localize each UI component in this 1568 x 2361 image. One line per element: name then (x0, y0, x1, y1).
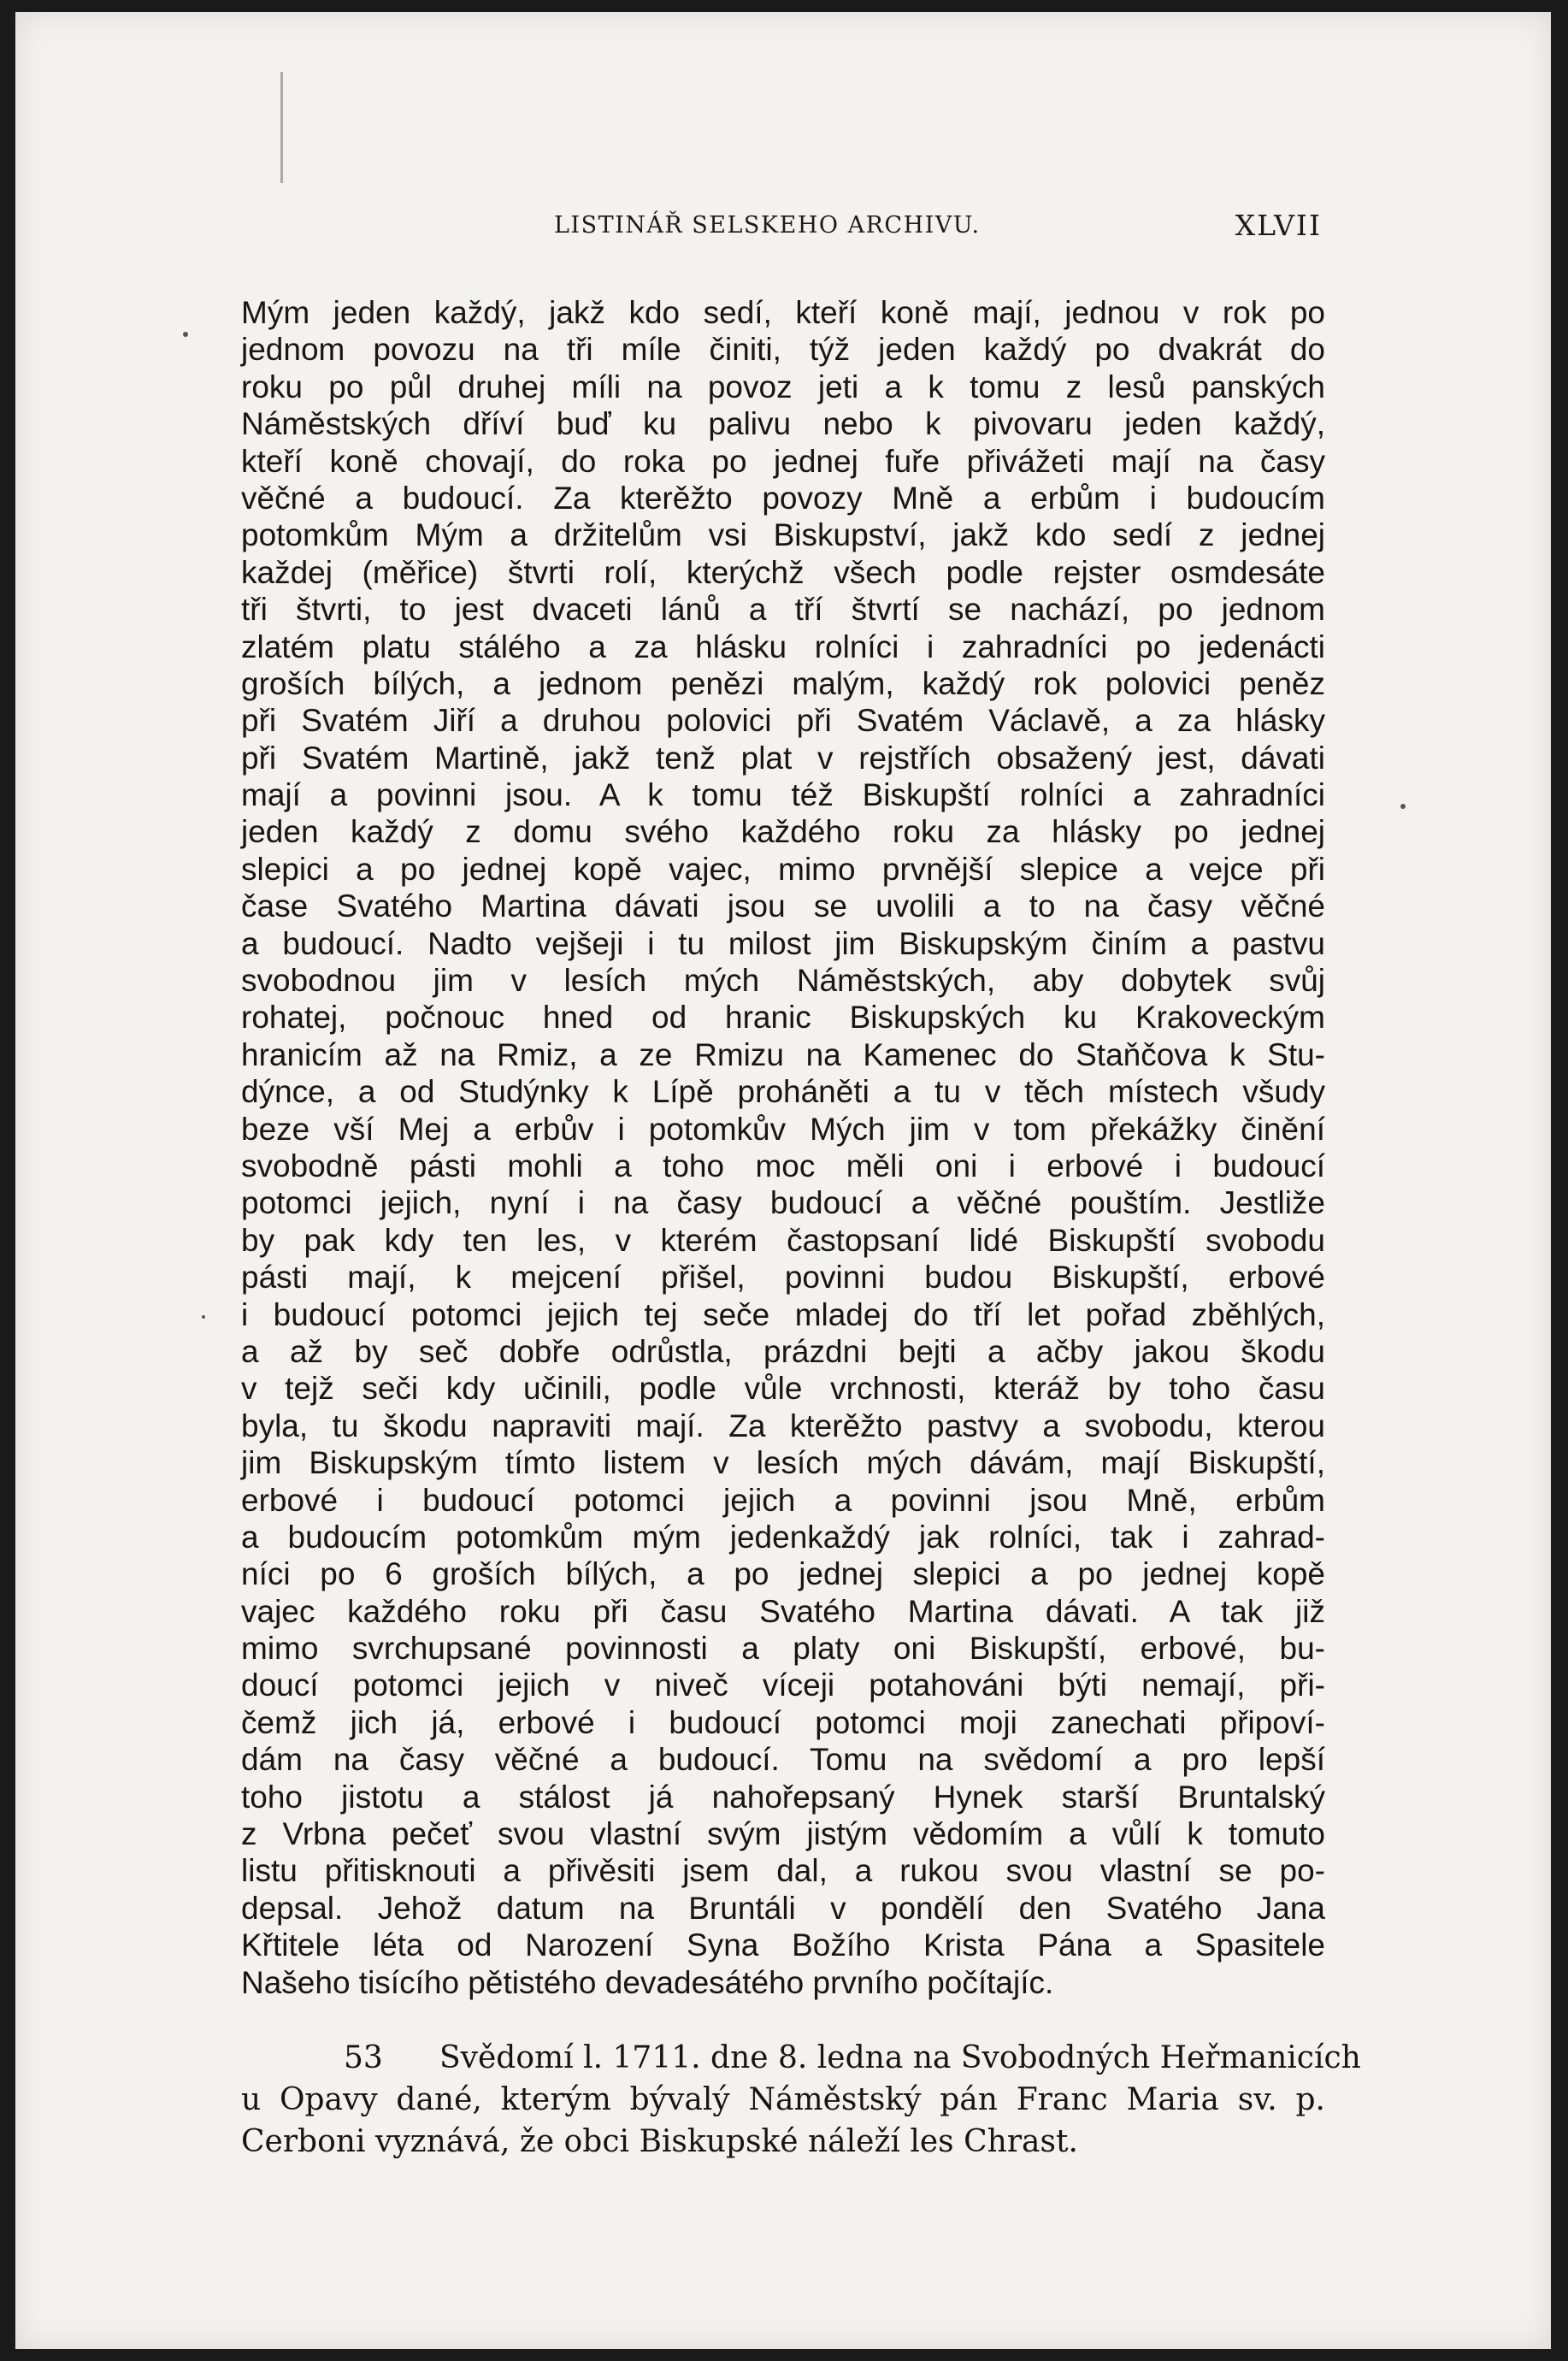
text-line: by pak kdy ten les, v kterém častopsaní lidé Biskupští svobodu (241, 1222, 1325, 1258)
page-number: XLVII (1235, 209, 1322, 242)
text-line: slepici a po jednej kopě vajec, mimo prvnější slepice a vejce při (241, 851, 1325, 887)
text-line: dýnce, a od Studýnky k Lípě proháněti a tu v těch místech všudy (241, 1074, 1325, 1110)
text-line: kteří koně chovají, do roka po jednej fuře přivážeti mají na časy (241, 443, 1325, 479)
text-line: zlatém platu stálého a za hlásku rolníci i zahradníci po jedenácti (241, 629, 1325, 664)
entry-line: Cerboni vyznává, že obci Biskupské náleží les Chrast. (241, 2124, 1078, 2159)
body-paragraph (241, 294, 1325, 2001)
entry-first-line (241, 2037, 1361, 2079)
text-line: jeden každý z domu svého každého roku za hlásky po jednej (241, 814, 1325, 850)
text-line: Mým jeden každý, jakž kdo sedí, kteří koně mají, jednou v rok po (241, 295, 1325, 330)
paper-speck (183, 332, 188, 337)
text-line: jim Biskupským tímto listem v lesích mých dávám, mají Biskupští, (241, 1445, 1325, 1481)
text-line: čemž jich já, erbové i budoucí potomci moji zanechati připoví- (241, 1704, 1325, 1740)
text-line: potomkům Mým a držitelům vsi Biskupství, jakž kdo sedí z jednej (241, 517, 1325, 553)
text-line: roku po půl druhej míli na povoz jeti a k tomu z lesů panských (241, 369, 1325, 404)
text-line: dám na časy věčné a budoucí. Tomu na svědomí a pro lepší (241, 1742, 1325, 1778)
text-line: čase Svatého Martina dávati jsou se uvolili a to na časy věčné (241, 888, 1325, 924)
text-line: Náměstských dříví buď ku palivu nebo k pivovaru jeden každý, (241, 406, 1325, 442)
text-line: groších bílých, a jednom penězi malým, každý rok polovici peněz (241, 665, 1325, 701)
text-line: Křtitele léta od Narození Syna Božího Krista Pána a Spasitele (241, 1927, 1325, 1963)
text-line: a až by seč dobře odrůstla, prázdni bejti a ačby jakou škodu (241, 1333, 1325, 1369)
text-line: a budoucí. Nadto vejšeji i tu milost jim Biskupským činím a pastvu (241, 925, 1325, 961)
text-line: tři štvrti, to jest dvaceti lánů a tří štvrtí se nachází, po jednom (241, 592, 1325, 628)
text-line: beze vší Mej a erbův i potomkův Mých jim v tom překážky činění (241, 1111, 1325, 1147)
text-line: toho jistotu a stálost já nahořepsaný Hynek starší Bruntalský (241, 1779, 1325, 1815)
text-line: byla, tu škodu napraviti mají. Za kterěžto pastvy a svobodu, kterou (241, 1408, 1325, 1443)
text-line: každej (měřice) štvrti rolí, kterýchž všech podle rejster osmdesáte (241, 554, 1325, 590)
text-line: rohatej, počnouc hned od hranic Biskupských ku Krakoveckým (241, 1000, 1325, 1036)
text-line: při Svatém Martině, jakž tenž plat v rejstřích obsažený jest, dávati (241, 740, 1325, 776)
text-line: z Vrbna pečeť svou vlastní svým jistým vědomím a vůlí k tomuto (241, 1816, 1325, 1852)
page-header (15, 207, 1551, 250)
text-line: depsal. Jehož datum na Bruntáli v pondělí den Svatého Jana (241, 1890, 1325, 1926)
text-line: jednom povozu na tři míle činiti, týž jeden každý po dvakrát do (241, 332, 1325, 368)
entry-line: Svědomí l. 1711. dne 8. ledna na Svobodných Heřmanicích (439, 2040, 1361, 2075)
text-line: při Svatém Jiří a druhou polovici při Svatém Václavě, a za hlásky (241, 703, 1325, 739)
text-line: i budoucí potomci jejich tej seče mladej do tří let pořad zběhlých, (241, 1296, 1325, 1332)
text-line: vajec každého roku při času Svatého Martina dávati. A tak již (241, 1593, 1325, 1629)
text-line: svobodně pásti mohli a toho moc měli oni i erbové i budoucí (241, 1148, 1325, 1183)
text-line: potomci jejich, nyní i na časy budoucí a věčné pouštím. Jestliže (241, 1185, 1325, 1221)
paper-speck (1400, 804, 1406, 809)
text-line: doucí potomci jejich v niveč víceji potahováni býti nemají, při- (241, 1667, 1325, 1703)
document-page (15, 12, 1551, 2349)
document-entry (241, 2037, 1361, 2163)
text-line: Našeho tisícího pětistého devadesátého prvního počítajíc. (241, 1964, 1054, 2000)
paper-speck (202, 1315, 205, 1319)
text-line: v tejž seči kdy učinili, podle vůle vrchnosti, kteráž by toho času (241, 1371, 1325, 1407)
binding-mark (280, 72, 283, 183)
text-line: pásti mají, k mejcení přišel, povinni budou Biskupští, erbové (241, 1260, 1325, 1296)
text-line: erbové i budoucí potomci jejich a povinni jsou Mně, erbům (241, 1482, 1325, 1518)
entry-line: u Opavy dané, kterým bývalý Náměstský pán Franc Maria sv. p. (241, 2082, 1325, 2117)
text-line: a budoucím potomkům mým jedenkaždý jak rolníci, tak i zahrad- (241, 1519, 1325, 1555)
text-line: mimo svrchupsané povinnosti a platy oni Biskupští, erbové, bu- (241, 1631, 1325, 1667)
text-line: níci po 6 groších bílých, a po jednej slepici a po jednej kopě (241, 1556, 1325, 1592)
text-line: mají a povinni jsou. A k tomu též Biskupští rolníci a zahradníci (241, 777, 1325, 813)
running-head: LISTINÁŘ SELSKEHO ARCHIVU. (554, 212, 981, 239)
text-line: věčné a budoucí. Za kterěžto povozy Mně a erbům i budoucím (241, 480, 1325, 516)
text-line: svobodnou jim v lesích mých Náměstských, aby dobytek svůj (241, 963, 1325, 999)
entry-number: 53 (344, 2040, 383, 2075)
text-line: listu přitisknouti a přivěsiti jsem dal, a rukou svou vlastní se po- (241, 1853, 1325, 1889)
text-line: hranicím až na Rmiz, a ze Rmizu na Kamenec do Staňčova k Stu- (241, 1036, 1325, 1072)
